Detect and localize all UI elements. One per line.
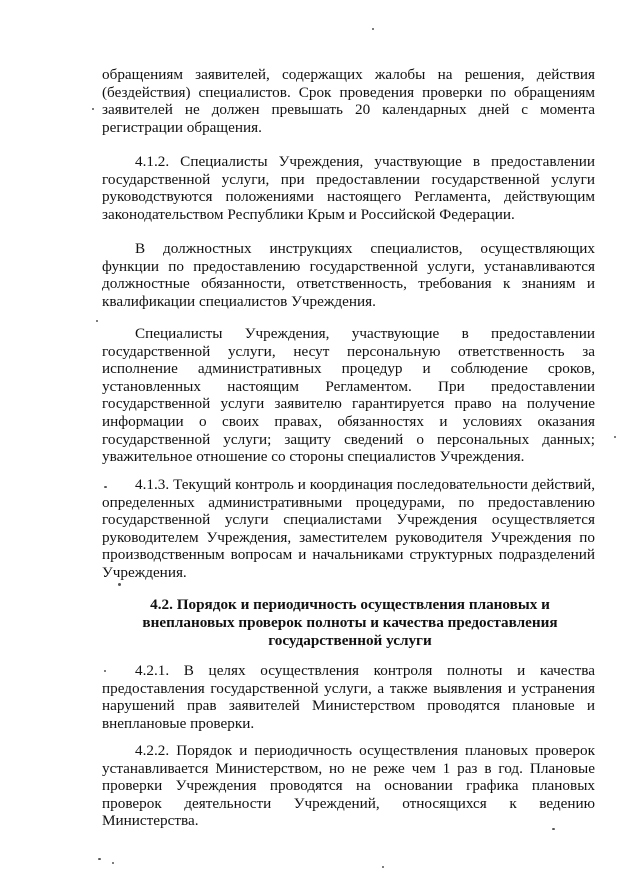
paragraph-4-2-2: 4.2.2. Порядок и периодичность осуществления плановых проверок устанавливается Министерством, но не реже чем 1 раз в год. Плановые проверки Учреждения проводятся на основании графика плановых проверок деятельности Учреждений, относящихся к ведению Министерства. (102, 742, 595, 830)
heading-line-3: государственной услуги (268, 632, 432, 649)
scan-speck (118, 583, 121, 586)
scan-speck (382, 866, 384, 868)
heading-line-1: 4.2. Порядок и периодичность осуществления плановых и (150, 596, 550, 613)
scan-speck (112, 862, 114, 864)
paragraph-continuation: обращениям заявителей, содержащих жалобы на решения, действия (бездействия) специалистов. Срок проведения проверки по обращениям заявителей не должен превышать 20 календарных дней с момента регистрации обращения. (102, 66, 595, 136)
scan-speck (614, 436, 616, 438)
paragraph-4-1-3: 4.1.3. Текущий контроль и координация последовательности действий, определенных административными процедурами, по предоставлению государственной услуги специалистами Учреждения осуществляется руководителем Учреждения, заместителем руководителя Учреждения по производственным вопросам и начальниками структурных подразделений Учреждения. (102, 476, 595, 581)
paragraph-4-2-1: 4.2.1. В целях осуществления контроля полноты и качества предоставления государственной услуги, а также выявления и устранения нарушений прав заявителей Министерством проводятся плановые и внеплановые проверки. (102, 662, 595, 732)
scan-speck (552, 828, 555, 830)
scan-speck (92, 108, 94, 110)
scan-speck (104, 670, 106, 672)
paragraph-4-1-2: 4.1.2. Специалисты Учреждения, участвующие в предоставлении государственной услуги, при предоставлении государственной услуги руководствуются положениями настоящего Регламента, действующим законодательством Республики Крым и Российской Федерации. (102, 153, 595, 223)
heading-line-2: внеплановых проверок полноты и качества предоставления (142, 614, 558, 631)
scan-speck (96, 320, 98, 322)
paragraph-job-instructions: В должностных инструкциях специалистов, осуществляющих функции по предоставлению государственной услуги, устанавливаются должностные обязанности, ответственность, требования к знаниям и квалификации специалистов Учреждения. (102, 240, 595, 310)
scan-speck (372, 28, 374, 30)
paragraph-personal-responsibility: Специалисты Учреждения, участвующие в предоставлении государственной услуги, несут персональную ответственность за исполнение административных процедур и соблюдение сроков, установленных настоящим Регламентом. При предоставлении государственной услуги заявителю гарантируется право на получение информации о своих правах, обязанностях и условиях оказания государственной услуги; защиту сведений о персональных данных; уважительное отношение со стороны специалистов Учреждения. (102, 325, 595, 466)
scan-speck (104, 486, 107, 488)
scan-speck (98, 858, 101, 860)
